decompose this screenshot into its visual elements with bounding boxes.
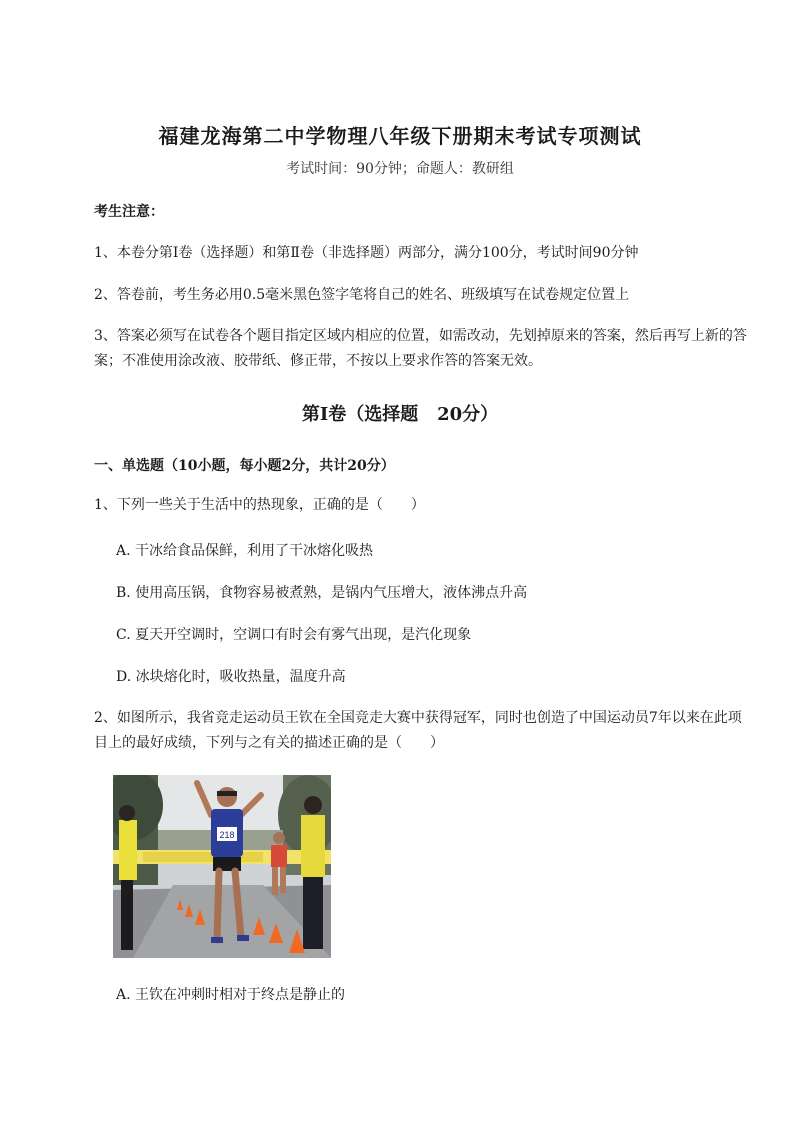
question-1-option-a: A. 干冰给食品保鲜，利用了干冰熔化吸热 [116,543,374,559]
question-1-option-d: D. 冰块熔化时，吸收热量，温度升高 [116,669,346,685]
notice-item-2: 2、答卷前，考生务必用0.5毫米黑色签字笔将自己的姓名、班级填写在试卷规定位置上 [94,287,630,303]
question-2-option-a: A. 王钦在冲刺时相对于终点是静止的 [116,987,346,1003]
question-1-stem: 1、下列一些关于生活中的热现象，正确的是（ ） [94,497,425,513]
bib-number: 218 [219,830,235,840]
page-subtitle: 考试时间：90分钟；命题人：教研组 [286,161,514,177]
question-2-stem: 2、如图所示，我省竞走运动员王钦在全国竞走大赛中获得冠军，同时也创造了中国运动员7年以来在此项目上的最好成绩，下列与之有关的描述正确的是（ ） [94,710,742,751]
notice-item-3: 3、答案必须写在试卷各个题目指定区域内相应的位置，如需改动，先划掉原来的答案，然后再写上新的答案；不准使用涂改液、胶带纸、修正带，不按以上要求作答的答案无效。 [94,328,747,369]
page-title: 福建龙海第二中学物理八年级下册期末考试专项测试 [158,124,642,148]
notice-item-1: 1、本卷分第I卷（选择题）和第Ⅱ卷（非选择题）两部分，满分100分，考试时间90分钟 [94,245,639,261]
part-heading: 一、单选题（10小题，每小题2分，共计20分） [94,458,395,474]
notice-heading: 考生注意： [94,204,164,220]
section-title: 第I卷（选择题 20分） [301,404,499,425]
race-walker-photo [113,775,331,958]
question-1-option-b: B. 使用高压锅，食物容易被煮熟，是锅内气压增大，液体沸点升高 [116,585,528,601]
question-1-option-c: C. 夏天开空调时，空调口有时会有雾气出现，是汽化现象 [116,627,472,643]
